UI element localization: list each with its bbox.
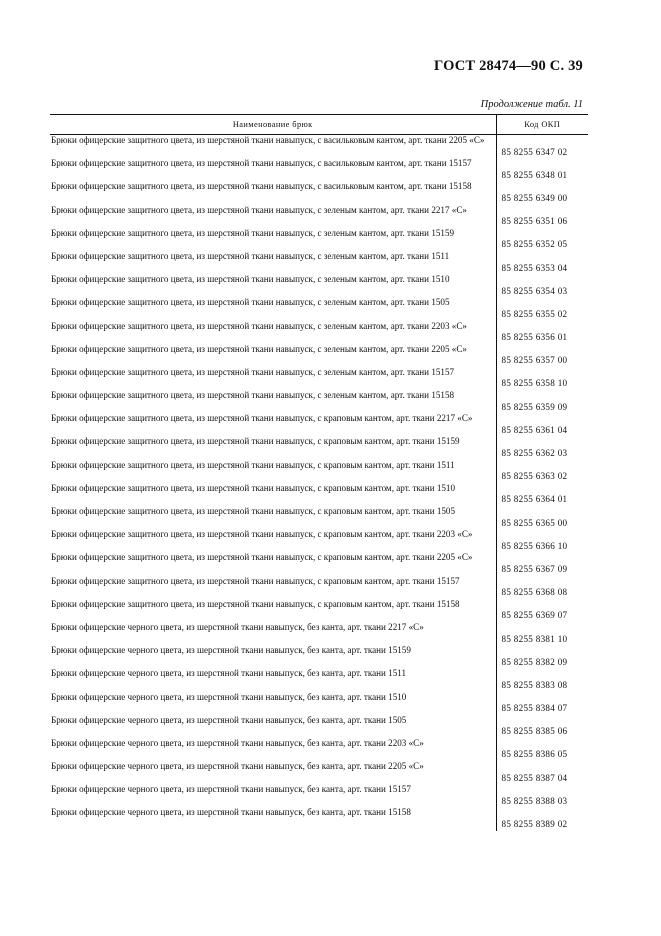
- okp-code-cell: 85 8255 8386 05: [501, 749, 568, 760]
- table-row: [50, 645, 588, 668]
- trousers-name-cell: Брюки офицерские черного цвета, из шерстяной ткани навыпуск, без канта, арт. ткани 2217 «С»: [50, 622, 496, 645]
- trousers-name-cell: Брюки офицерские защитного цвета, из шерстяной ткани навыпуск, с зеленым кантом, арт. ткани 2217 «С»: [50, 205, 496, 228]
- trousers-name-cell: Брюки офицерские черного цвета, из шерстяной ткани навыпуск, без канта, арт. ткани 2205 «С»: [50, 761, 496, 784]
- okp-code-cell: 85 8255 8385 06: [501, 726, 568, 737]
- trousers-name-cell: Брюки офицерские защитного цвета, из шерстяной ткани навыпуск, с зеленым кантом, арт. ткани 15159: [50, 228, 496, 251]
- table-row: [50, 715, 588, 738]
- trousers-name-cell: Брюки офицерские защитного цвета, из шерстяной ткани навыпуск, с васильковым кантом, арт. ткани 15157: [50, 158, 496, 181]
- trousers-name-cell: Брюки офицерские защитного цвета, из шерстяной ткани навыпуск, с васильковым кантом, арт. ткани 15158: [50, 181, 496, 204]
- trousers-name-cell: Брюки офицерские черного цвета, из шерстяной ткани навыпуск, без канта, арт. ткани 1510: [50, 692, 496, 715]
- trousers-name-cell: Брюки офицерские защитного цвета, из шерстяной ткани навыпуск, с краповым кантом, арт. ткани 2217 «С»: [50, 413, 496, 436]
- trousers-name-cell: Брюки офицерские защитного цвета, из шерстяной ткани навыпуск, с краповым кантом, арт. ткани 15158: [50, 599, 496, 622]
- table-row: [50, 135, 588, 159]
- table-row: [50, 390, 588, 413]
- okp-code-cell: 85 8255 8381 10: [501, 633, 568, 644]
- okp-code-cell: 85 8255 6351 06: [501, 216, 568, 227]
- trousers-name-cell: Брюки офицерские защитного цвета, из шерстяной ткани навыпуск, с краповым кантом, арт. ткани 15157: [50, 576, 496, 599]
- table-row: [50, 251, 588, 274]
- trousers-name-cell: Брюки офицерские защитного цвета, из шерстяной ткани навыпуск, с краповым кантом, арт. ткани 1505: [50, 506, 496, 529]
- trousers-name-cell: Брюки офицерские защитного цвета, из шерстяной ткани навыпуск, с зеленым кантом, арт. ткани 1511: [50, 251, 496, 274]
- table-row: [50, 738, 588, 761]
- okp-code-cell: 85 8255 8384 07: [501, 703, 568, 714]
- table-row: [50, 576, 588, 599]
- trousers-name-cell: Брюки офицерские защитного цвета, из шерстяной ткани навыпуск, с зеленым кантом, арт. ткани 15158: [50, 390, 496, 413]
- table-row: [50, 228, 588, 251]
- table-row: [50, 784, 588, 807]
- table-row: [50, 552, 588, 575]
- header-okp-code: Код ОКП: [496, 115, 588, 135]
- okp-code-cell: 85 8255 6365 00: [501, 517, 568, 528]
- trousers-name-cell: Брюки офицерские защитного цвета, из шерстяной ткани навыпуск, с краповым кантом, арт. ткани 2205 «С»: [50, 552, 496, 575]
- trousers-name-cell: Брюки офицерские черного цвета, из шерстяной ткани навыпуск, без канта, арт. ткани 15159: [50, 645, 496, 668]
- okp-code-cell: 85 8255 6362 03: [501, 448, 568, 459]
- trousers-name-cell: Брюки офицерские черного цвета, из шерстяной ткани навыпуск, без канта, арт. ткани 2203 «С»: [50, 738, 496, 761]
- table-row: [50, 274, 588, 297]
- okp-code-cell: 85 8255 6364 01: [501, 494, 568, 505]
- okp-code-cell: 85 8255 8387 04: [501, 772, 568, 783]
- trousers-name-cell: Брюки офицерские защитного цвета, из шерстяной ткани навыпуск, с краповым кантом, арт. ткани 2203 «С»: [50, 529, 496, 552]
- table-row: [50, 529, 588, 552]
- trousers-name-cell: Брюки офицерские защитного цвета, из шерстяной ткани навыпуск, с зеленым кантом, арт. ткани 1510: [50, 274, 496, 297]
- table-row: [50, 692, 588, 715]
- okp-code-cell: 85 8255 6348 01: [501, 169, 568, 180]
- okp-code-cell: 85 8255 6347 02: [501, 146, 568, 157]
- okp-code-cell: 85 8255 6363 02: [501, 471, 568, 482]
- trousers-name-cell: Брюки офицерские черного цвета, из шерстяной ткани навыпуск, без канта, арт. ткани 1511: [50, 668, 496, 691]
- table-row: [50, 436, 588, 459]
- table-row: [50, 761, 588, 784]
- okp-code-cell: 85 8255 8382 09: [501, 656, 568, 667]
- table-row: [50, 181, 588, 204]
- okp-code-cell: 85 8255 6349 00: [501, 192, 568, 203]
- okp-code-cell: 85 8255 6359 09: [501, 401, 568, 412]
- trousers-name-cell: Брюки офицерские защитного цвета, из шерстяной ткани навыпуск, с краповым кантом, арт. ткани 15159: [50, 436, 496, 459]
- trousers-name-cell: Брюки офицерские черного цвета, из шерстяной ткани навыпуск, без канта, арт. ткани 1505: [50, 715, 496, 738]
- trousers-name-cell: Брюки офицерские защитного цвета, из шерстяной ткани навыпуск, с васильковым кантом, арт. ткани 2205 «С»: [50, 135, 496, 159]
- table-row: [50, 483, 588, 506]
- table-row: [50, 668, 588, 691]
- table-row: [50, 807, 588, 830]
- table-row: [50, 344, 588, 367]
- okp-code-cell: 85 8255 6355 02: [501, 308, 568, 319]
- table-row: [50, 158, 588, 181]
- okp-code-cell: 85 8255 6369 07: [501, 610, 568, 621]
- table-row: [50, 622, 588, 645]
- okp-code-cell: 85 8255 6357 00: [501, 355, 568, 366]
- trousers-name-cell: Брюки офицерские черного цвета, из шерстяной ткани навыпуск, без канта, арт. ткани 15157: [50, 784, 496, 807]
- okp-codes-table: [50, 114, 588, 831]
- table-row: [50, 460, 588, 483]
- table-row: [50, 205, 588, 228]
- trousers-name-cell: Брюки офицерские защитного цвета, из шерстяной ткани навыпуск, с зеленым кантом, арт. ткани 2205 «С»: [50, 344, 496, 367]
- page-header: ГОСТ 28474—90 С. 39: [434, 58, 583, 74]
- okp-code-cell: 85 8255 6358 10: [501, 378, 568, 389]
- okp-code-cell: 85 8255 6352 05: [501, 239, 568, 250]
- trousers-name-cell: Брюки офицерские защитного цвета, из шерстяной ткани навыпуск, с зеленым кантом, арт. ткани 15157: [50, 367, 496, 390]
- trousers-name-cell: Брюки офицерские защитного цвета, из шерстяной ткани навыпуск, с краповым кантом, арт. ткани 1511: [50, 460, 496, 483]
- okp-code-cell: 85 8255 8383 08: [501, 679, 568, 690]
- okp-code-cell: 85 8255 6353 04: [501, 262, 568, 273]
- table-header-row: [50, 115, 588, 135]
- trousers-name-cell: Брюки офицерские защитного цвета, из шерстяной ткани навыпуск, с зеленым кантом, арт. ткани 1505: [50, 297, 496, 320]
- table-row: [50, 506, 588, 529]
- okp-code-cell: 85 8255 6354 03: [501, 285, 568, 296]
- okp-code-cell: 85 8255 6367 09: [501, 563, 568, 574]
- table-row: [50, 321, 588, 344]
- okp-code-cell: 85 8255 8389 02: [501, 819, 568, 830]
- table-row: [50, 413, 588, 436]
- trousers-name-cell: Брюки офицерские защитного цвета, из шерстяной ткани навыпуск, с зеленым кантом, арт. ткани 2203 «С»: [50, 321, 496, 344]
- table-row: [50, 297, 588, 320]
- okp-code-cell: 85 8255 6368 08: [501, 587, 568, 598]
- okp-code-cell: 85 8255 8388 03: [501, 795, 568, 806]
- okp-code-cell: 85 8255 6361 04: [501, 424, 568, 435]
- trousers-name-cell: Брюки офицерские защитного цвета, из шерстяной ткани навыпуск, с краповым кантом, арт. ткани 1510: [50, 483, 496, 506]
- okp-code-cell: 85 8255 6356 01: [501, 332, 568, 343]
- table-row: [50, 599, 588, 622]
- table-row: [50, 367, 588, 390]
- table-continuation-label: Продолжение табл. 11: [480, 99, 583, 110]
- header-trousers-name: Наименование брюк: [50, 115, 496, 135]
- table-body: [50, 135, 588, 831]
- okp-code-cell: 85 8255 6366 10: [501, 540, 568, 551]
- trousers-name-cell: Брюки офицерские черного цвета, из шерстяной ткани навыпуск, без канта, арт. ткани 15158: [50, 807, 496, 830]
